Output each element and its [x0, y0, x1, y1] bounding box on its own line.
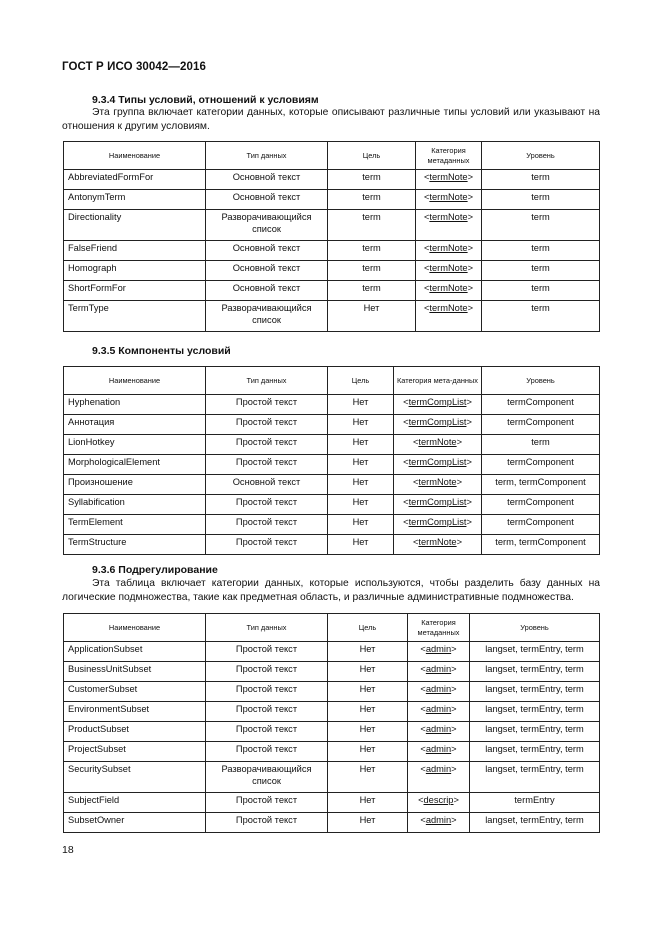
section-title-9-3-6: 9.3.6 Подрегулирование [92, 564, 218, 576]
cell-goal: Нет [328, 435, 394, 455]
cell-level: term, termComponent [482, 475, 600, 495]
category-close-bracket: > [467, 212, 474, 222]
category-element-name: termNote [429, 243, 468, 253]
category-close-bracket: > [467, 303, 474, 313]
cell-type: Простой текст [206, 813, 328, 833]
cell-goal: Нет [328, 722, 408, 742]
cell-type: Простой текст [206, 682, 328, 702]
cell-goal: Нет [328, 642, 408, 662]
cell-type: Простой текст [206, 642, 328, 662]
category-element-name: admin [425, 744, 452, 754]
cell-category [408, 793, 470, 813]
cell-goal: Нет [328, 762, 408, 793]
cell-goal: Нет [328, 455, 394, 475]
cell-level: langset, termEntry, term [470, 642, 600, 662]
cell-goal: term [328, 281, 416, 301]
cell-level: langset, termEntry, term [470, 702, 600, 722]
table-row [64, 813, 600, 833]
cell-name: AbbreviatedFormFor [64, 170, 206, 190]
cell-type: Простой текст [206, 662, 328, 682]
column-header-type: Тип данных [206, 614, 328, 642]
cell-type: Основной текст [206, 241, 328, 261]
category-close-bracket: > [451, 724, 457, 734]
cell-goal: term [328, 241, 416, 261]
category-open-bracket: < [403, 497, 409, 507]
table-row [64, 702, 600, 722]
category-element-name: admin [425, 764, 452, 774]
cell-category [408, 722, 470, 742]
cell-goal: Нет [328, 742, 408, 762]
table-row [64, 455, 600, 475]
table-row [64, 261, 600, 281]
cell-level: term, termComponent [482, 535, 600, 555]
cell-name: TermType [64, 301, 206, 332]
cell-goal: term [328, 170, 416, 190]
cell-name: Directionality [64, 210, 206, 241]
cell-level: langset, termEntry, term [470, 813, 600, 833]
category-open-bracket: < [403, 517, 409, 527]
cell-type: Простой текст [206, 722, 328, 742]
cell-category [416, 170, 482, 190]
cell-name: TermStructure [64, 535, 206, 555]
cell-level: term [482, 301, 600, 332]
table-row [64, 495, 600, 515]
cell-name: SubsetOwner [64, 813, 206, 833]
cell-name: ProjectSubset [64, 742, 206, 762]
category-close-bracket: > [451, 644, 457, 654]
cell-category [408, 682, 470, 702]
category-element-name: termCompList [408, 417, 467, 427]
cell-name: BusinessUnitSubset [64, 662, 206, 682]
category-close-bracket: > [466, 517, 472, 527]
cell-category [416, 301, 482, 332]
cell-name: SecuritySubset [64, 762, 206, 793]
table-row [64, 793, 600, 813]
cell-name: Произношение [64, 475, 206, 495]
table-header-row [64, 367, 600, 395]
column-header-category: Категория мета-данных [394, 367, 482, 395]
cell-level: termEntry [470, 793, 600, 813]
category-element-name: termNote [429, 212, 468, 222]
table-row [64, 170, 600, 190]
cell-type: Простой текст [206, 515, 328, 535]
cell-type: Простой текст [206, 535, 328, 555]
category-open-bracket: < [423, 243, 430, 253]
cell-category [416, 261, 482, 281]
category-element-name: termNote [418, 477, 457, 487]
category-open-bracket: < [423, 263, 430, 273]
category-open-bracket: < [412, 477, 419, 487]
cell-category [408, 702, 470, 722]
cell-level: termComponent [482, 415, 600, 435]
cell-goal: Нет [328, 515, 394, 535]
cell-name: SubjectField [64, 793, 206, 813]
table-subsetting [63, 613, 600, 833]
column-header-type: Тип данных [206, 142, 328, 170]
cell-type: Простой текст [206, 395, 328, 415]
cell-category [408, 762, 470, 793]
category-element-name: termNote [429, 172, 468, 182]
cell-category [394, 475, 482, 495]
category-element-name: termCompList [408, 497, 467, 507]
cell-goal: term [328, 190, 416, 210]
table-row [64, 742, 600, 762]
category-open-bracket: < [420, 644, 426, 654]
category-open-bracket: < [420, 764, 426, 774]
cell-goal: Нет [328, 475, 394, 495]
cell-goal: Нет [328, 535, 394, 555]
cell-category [394, 435, 482, 455]
cell-goal: Нет [328, 395, 394, 415]
table-row [64, 762, 600, 793]
cell-type: Простой текст [206, 415, 328, 435]
cell-goal: Нет [328, 415, 394, 435]
table-row [64, 415, 600, 435]
cell-level: langset, termEntry, term [470, 742, 600, 762]
category-element-name: termCompList [408, 397, 467, 407]
cell-type: Разворачивающийся список [206, 301, 328, 332]
cell-category [416, 210, 482, 241]
table-row [64, 515, 600, 535]
table-row [64, 662, 600, 682]
category-close-bracket: > [466, 397, 472, 407]
cell-category [408, 642, 470, 662]
cell-goal: Нет [328, 662, 408, 682]
column-header-name: Наименование [64, 142, 206, 170]
cell-level: term [482, 170, 600, 190]
category-element-name: termNote [418, 437, 457, 447]
category-open-bracket: < [423, 283, 430, 293]
category-close-bracket: > [453, 795, 459, 805]
cell-type: Разворачивающийся список [206, 210, 328, 241]
table-row [64, 395, 600, 415]
cell-category [394, 535, 482, 555]
cell-type: Простой текст [206, 742, 328, 762]
cell-level: langset, termEntry, term [470, 662, 600, 682]
table-row [64, 241, 600, 261]
cell-level: term [482, 190, 600, 210]
cell-type: Простой текст [206, 793, 328, 813]
cell-name: AntonymTerm [64, 190, 206, 210]
cell-name: Hyphenation [64, 395, 206, 415]
column-header-name: Наименование [64, 367, 206, 395]
category-element-name: admin [425, 724, 452, 734]
cell-category [394, 515, 482, 535]
cell-type: Основной текст [206, 190, 328, 210]
column-header-goal: Цель [328, 142, 416, 170]
category-open-bracket: < [420, 704, 426, 714]
column-header-goal: Цель [328, 614, 408, 642]
table-row [64, 190, 600, 210]
column-header-name: Наименование [64, 614, 206, 642]
category-close-bracket: > [456, 437, 463, 447]
category-open-bracket: < [412, 537, 419, 547]
column-header-category: Категория метаданных [408, 614, 470, 642]
category-open-bracket: < [423, 303, 430, 313]
category-open-bracket: < [418, 795, 424, 805]
cell-name: EnvironmentSubset [64, 702, 206, 722]
category-close-bracket: > [466, 457, 472, 467]
category-open-bracket: < [423, 172, 430, 182]
cell-name: ApplicationSubset [64, 642, 206, 662]
cell-goal: Нет [328, 793, 408, 813]
category-close-bracket: > [466, 417, 472, 427]
category-close-bracket: > [467, 192, 474, 202]
table-row [64, 682, 600, 702]
cell-category [394, 495, 482, 515]
category-open-bracket: < [420, 815, 426, 825]
category-close-bracket: > [451, 744, 457, 754]
column-header-level: Уровень [482, 142, 600, 170]
table-term-types [63, 141, 600, 332]
category-open-bracket: < [420, 744, 426, 754]
cell-category [394, 455, 482, 475]
section-intro-9-3-4: Эта группа включает категории данных, которые описывают различные типы условий или указывают на отношения к другим условиям. [62, 107, 600, 132]
cell-name: Syllabification [64, 495, 206, 515]
category-element-name: admin [425, 684, 452, 694]
category-open-bracket: < [423, 192, 430, 202]
table-row [64, 435, 600, 455]
cell-level: term [482, 281, 600, 301]
category-close-bracket: > [451, 764, 457, 774]
category-element-name: descrip [423, 795, 454, 805]
cell-type: Основной текст [206, 475, 328, 495]
section-intro-9-3-6: Эта таблица включает категории данных, которые используются, чтобы разделить базу данных на логические подмножества, такие как предметная область, и различные административные подмножества. [62, 578, 600, 603]
cell-name: ProductSubset [64, 722, 206, 742]
category-open-bracket: < [403, 417, 409, 427]
cell-name: CustomerSubset [64, 682, 206, 702]
category-close-bracket: > [467, 283, 474, 293]
cell-category [408, 742, 470, 762]
cell-category [416, 190, 482, 210]
cell-name: Аннотация [64, 415, 206, 435]
category-element-name: termCompList [408, 457, 467, 467]
cell-type: Основной текст [206, 281, 328, 301]
cell-name: FalseFriend [64, 241, 206, 261]
cell-category [408, 813, 470, 833]
column-header-category: Категория метаданных [416, 142, 482, 170]
cell-name: LionHotkey [64, 435, 206, 455]
category-element-name: admin [425, 704, 452, 714]
table-row [64, 722, 600, 742]
page-number: 18 [62, 844, 74, 856]
cell-name: TermElement [64, 515, 206, 535]
cell-category [416, 241, 482, 261]
table-header-row [64, 614, 600, 642]
category-open-bracket: < [420, 724, 426, 734]
table-row [64, 281, 600, 301]
category-element-name: termNote [429, 303, 468, 313]
cell-goal: term [328, 261, 416, 281]
category-element-name: termNote [418, 537, 457, 547]
category-open-bracket: < [412, 437, 419, 447]
cell-goal: Нет [328, 813, 408, 833]
cell-level: term [482, 241, 600, 261]
column-header-type: Тип данных [206, 367, 328, 395]
table-row [64, 475, 600, 495]
cell-category [408, 662, 470, 682]
section-title-9-3-5: 9.3.5 Компоненты условий [92, 345, 231, 357]
cell-name: ShortFormFor [64, 281, 206, 301]
category-close-bracket: > [456, 477, 463, 487]
category-close-bracket: > [451, 704, 457, 714]
cell-level: term [482, 210, 600, 241]
cell-category [394, 415, 482, 435]
cell-level: termComponent [482, 455, 600, 475]
cell-level: termComponent [482, 395, 600, 415]
category-element-name: admin [425, 815, 452, 825]
category-close-bracket: > [466, 497, 472, 507]
cell-type: Простой текст [206, 455, 328, 475]
cell-goal: Нет [328, 702, 408, 722]
table-row [64, 535, 600, 555]
cell-level: langset, termEntry, term [470, 722, 600, 742]
category-open-bracket: < [423, 212, 430, 222]
section-title-9-3-4: 9.3.4 Типы условий, отношений к условиям [92, 94, 319, 106]
category-element-name: termNote [429, 263, 468, 273]
table-term-components [63, 366, 600, 555]
category-element-name: termNote [429, 283, 468, 293]
table-row [64, 301, 600, 332]
cell-level: langset, termEntry, term [470, 762, 600, 793]
document-header: ГОСТ Р ИСО 30042—2016 [62, 61, 207, 73]
cell-type: Основной текст [206, 170, 328, 190]
category-close-bracket: > [467, 243, 474, 253]
cell-type: Простой текст [206, 702, 328, 722]
category-element-name: termCompList [408, 517, 467, 527]
category-close-bracket: > [467, 172, 474, 182]
category-open-bracket: < [420, 684, 426, 694]
cell-category [394, 395, 482, 415]
column-header-level: Уровень [470, 614, 600, 642]
category-element-name: termNote [429, 192, 468, 202]
column-header-goal: Цель [328, 367, 394, 395]
cell-goal: Нет [328, 301, 416, 332]
table-row [64, 210, 600, 241]
category-element-name: admin [425, 664, 452, 674]
category-open-bracket: < [420, 664, 426, 674]
cell-type: Разворачивающийся список [206, 762, 328, 793]
category-close-bracket: > [451, 664, 457, 674]
category-close-bracket: > [451, 684, 457, 694]
category-close-bracket: > [451, 815, 457, 825]
cell-goal: term [328, 210, 416, 241]
cell-category [416, 281, 482, 301]
cell-level: term [482, 435, 600, 455]
category-open-bracket: < [403, 397, 409, 407]
cell-type: Основной текст [206, 261, 328, 281]
category-close-bracket: > [467, 263, 474, 273]
category-element-name: admin [425, 644, 452, 654]
table-header-row [64, 142, 600, 170]
column-header-level: Уровень [482, 367, 600, 395]
category-close-bracket: > [456, 537, 463, 547]
table-row [64, 642, 600, 662]
cell-type: Простой текст [206, 435, 328, 455]
cell-name: MorphologicalElement [64, 455, 206, 475]
cell-level: termComponent [482, 495, 600, 515]
cell-level: term [482, 261, 600, 281]
cell-goal: Нет [328, 495, 394, 515]
cell-goal: Нет [328, 682, 408, 702]
cell-name: Homograph [64, 261, 206, 281]
category-open-bracket: < [403, 457, 409, 467]
cell-type: Простой текст [206, 495, 328, 515]
cell-level: langset, termEntry, term [470, 682, 600, 702]
cell-level: termComponent [482, 515, 600, 535]
